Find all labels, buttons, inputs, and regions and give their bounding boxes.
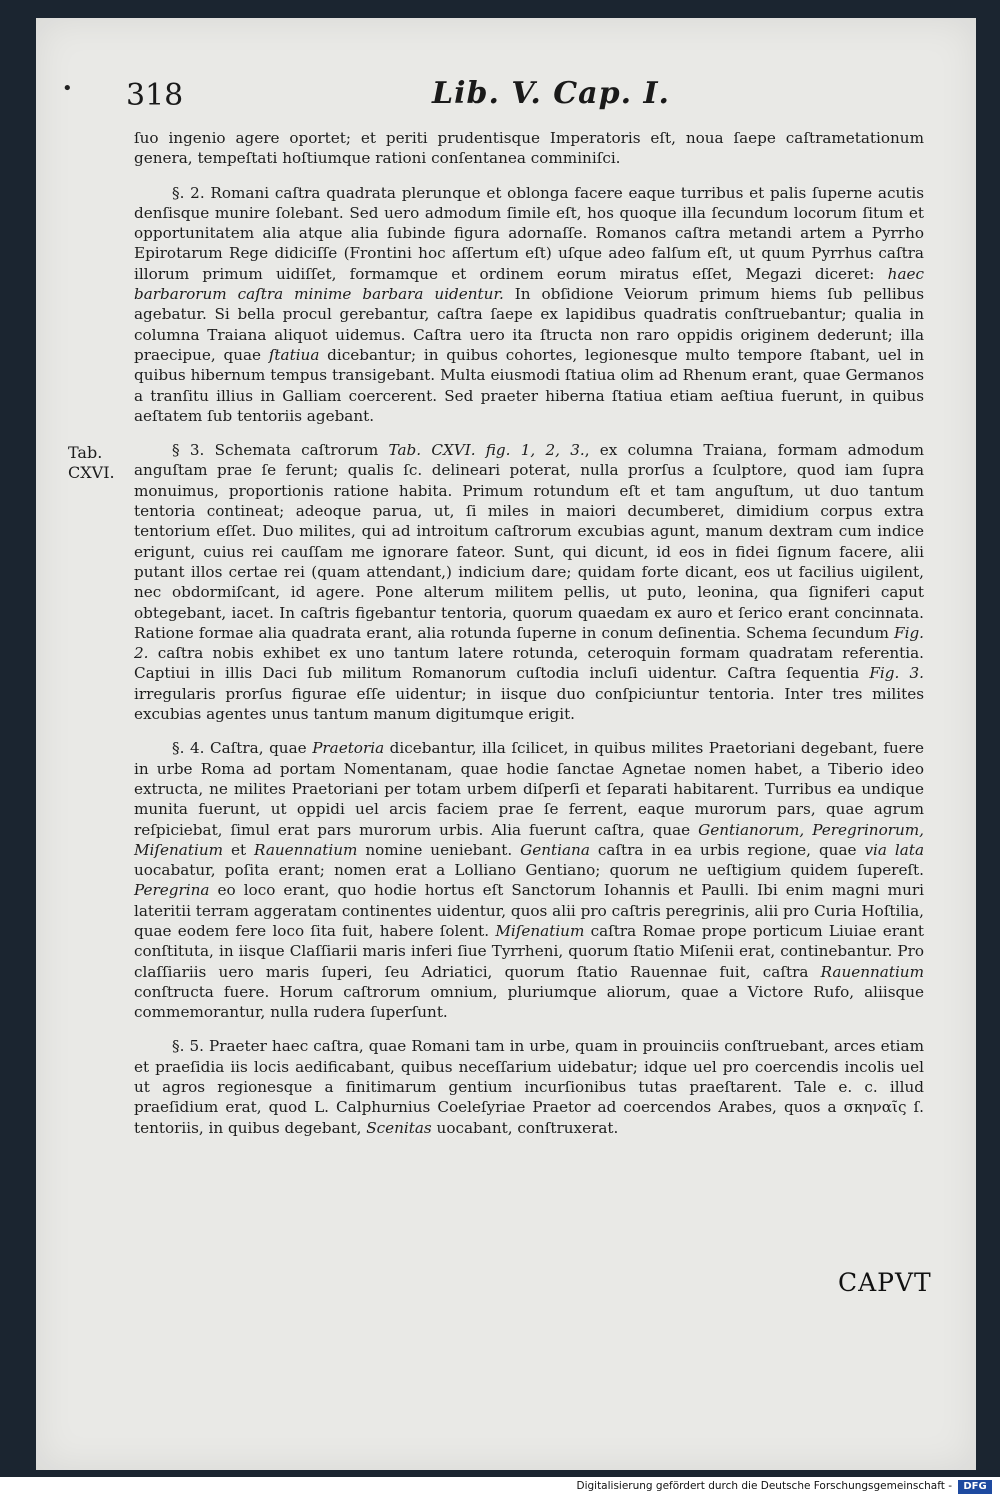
italic-run: via lata bbox=[864, 840, 924, 859]
text-run: uocabant, conſtruxerat. bbox=[431, 1118, 619, 1137]
page-number: 318 bbox=[126, 78, 184, 113]
italic-run: Fig. 2. bbox=[134, 623, 924, 663]
paragraph-continuation bbox=[134, 128, 924, 169]
margin-note bbox=[68, 443, 115, 483]
italic-run: Scenitas bbox=[366, 1118, 432, 1137]
text-run: §. 2. Romani caſtra quadrata plerunque et oblonga facere eaque turribus et palis ſuperne acutis denſisque munire ſolebant. Sed uero admodum ſimile eſt, hos quoque illa ſecundum locorum ſitum et opportunitatem alia atque alia ſubinde figura adornaſſe. Romanos caſtra metandi artem a Pyrrho Epirotarum Rege didiciſſe (Frontini hoc aſſertum eſt) uſque adeo falſum eſt, ut quum Pyrrhus caſtra illorum primum uidiſſet, formamque et ordinem eorum miratus eſſet, Megazi diceret: bbox=[134, 183, 924, 283]
text-run: caſtra in ea urbis regione, quae bbox=[589, 840, 865, 859]
italic-run: Gentiana bbox=[520, 840, 590, 859]
italic-run: Praetoria bbox=[312, 739, 385, 758]
text-run: dicebantur; in quibus cohortes, legionesque multo tempore ſtabant, uel in quibus hibernum tempus transigebant. Multa eiusmodi ſtatiua olim ad Rhenum erant, quae Germanos a tranſitu illius in Galliam coercerent. Sed praeter hiberna ſtatiua etiam aeſtiua fuerunt, in quibus aeſtatem ſub tentoriis agebant. bbox=[134, 345, 924, 425]
paragraph-section-3 bbox=[134, 440, 924, 724]
margin-note-line: Tab. bbox=[68, 443, 103, 462]
text-run: irregularis prorſus figurae eſſe uidentur; in iisque duo conſpiciuntur tentoria. Inter tres milites excubias agentes unus tantum manum digitumque erigit. bbox=[134, 684, 924, 724]
italic-run: Gentianorum, Peregrinorum, Miſenatium bbox=[134, 820, 924, 859]
text-run: uocabatur, poſita erant; nomen erat a Lolliano Gentiano; quorum ne ueſtigium quidem ſupereſt. bbox=[134, 861, 924, 880]
paragraph-section-4 bbox=[134, 738, 924, 1022]
text-run: caſtra nobis exhibet ex uno tantum latere rotunda, ceteroquin formam quadratam referentia. Captiui in illis Daci ſub militum Romanorum cuſtodia incluſi uidentur. Caſtra ſequentia bbox=[134, 644, 924, 683]
text-run: dicebantur, illa ſcilicet, in quibus milites Praetoriani degebant, fuere in urbe Roma ad portam Nomentanam, quae hodie ſanctae Agnetae nomen habet, a Tiberio ideo extructa, ne milites Praetoriani per totam urbem diſperſi et ſeparati habitarent. Turribus ea undique munita fuerunt, ut oppidi uel arcis faciem prae ſe ferrent, eaque murorum pars, quae agrum reſpiciebat, ſimul erat pars murorum urbis. Alia fuerunt caſtra, quae bbox=[134, 739, 925, 839]
italic-run: Rauennatium bbox=[820, 962, 924, 981]
italic-run: Rauennatium bbox=[254, 840, 358, 859]
italic-run: Tab. CXVI. fig. 1, 2, 3. bbox=[388, 441, 585, 460]
footer-bar bbox=[0, 1477, 1000, 1497]
body-text bbox=[134, 128, 924, 1138]
text-run: § 3. Schemata caſtrorum bbox=[172, 441, 389, 460]
dfg-logo-icon: DFG bbox=[958, 1480, 992, 1494]
paragraph-section-5 bbox=[134, 1036, 924, 1137]
text-run: In obſidione Veiorum primum hiems ſub pellibus agebatur. Si bella procul gerebantur, caſtra ſaepe ex lapidibus quadratis conſtruebantur; qualia in columna Traiana aliquot uidemus. Caſtra uero ita ſtructa non raro oppidis originem dederunt; illa praecipue, quae bbox=[134, 285, 924, 364]
text-run: eo loco erant, quo hodie hortus eſt Sanctorum Iohannis et Paulli. Ibi enim magni muri lateritii terram aggeratam continentes uidentur, quos alii pro caſtris peregrinis, alii pro Curia Hoſtilia, quae eodem fere loco ſita fuit, habere ſolent. bbox=[134, 881, 924, 940]
italic-run: haec barbarorum caſtra minime barbara uidentur. bbox=[134, 264, 924, 304]
italic-run: ſtatiua bbox=[268, 345, 320, 364]
footer-credit: Digitalisierung gefördert durch die Deutsche Forschungsgemeinschaft - bbox=[576, 1480, 952, 1492]
italic-run: Peregrina bbox=[134, 881, 210, 900]
paragraph-section-2 bbox=[134, 183, 924, 427]
text-run: et bbox=[223, 840, 255, 859]
text-run: , ex columna Traiana, formam admodum anguſtam prae ſe ferunt; qualis ſc. delineari poterat, nulla prorſus a ſculptore, quod iam ſupra monuimus, proportionis ratione habita. Primum rotundum eſt et tam anguſtum, ut duo tantum tentoria contineat; adeoque parua, ut, ſi miles in maiori decumberet, dimidium corpus extra tentorium eſſet. Duo milites, qui ad introitum caſtrorum excubias agunt, manum dextram cum indice erigunt, cuius rei cauſſam me ignorare fateor. Sunt, qui dicunt, id eos in fidei ſignum facere, alii putant illos certae rei (quam attendant,) indicium dare; quidam forte dicant, eos ut facilius uigilent, nec obdormiſcant, id agere. Pone alterum militem pellis, ut puto, leonina, qua ſigniferi caput obtegebant, iacet. In caſtris figebantur tentoria, quorum quaedam ex auro et ſerico erant concinnata. Ratione formae alia quadrata erant, alia rotunda ſuperne in conum deſinentia. Schema ſecundum bbox=[134, 441, 924, 642]
margin-note-line: CXVI. bbox=[68, 463, 115, 482]
margin-marker: • bbox=[62, 78, 73, 99]
text-run: §. 4. Caſtra, quae bbox=[172, 739, 313, 758]
text-run: conſtructa fuere. Horum caſtrorum omnium, pluriumque aliorum, quae a Victore Rufo, aliisque commemorantur, nulla rudera ſuperſunt. bbox=[134, 982, 924, 1022]
running-header: Lib. V. Cap. I. bbox=[432, 76, 670, 111]
text-run: nomine ueniebant. bbox=[357, 840, 521, 859]
italic-run: Fig. 3. bbox=[869, 664, 924, 683]
italic-run: Miſenatium bbox=[495, 921, 585, 940]
catchword: CAPVT bbox=[838, 1268, 932, 1297]
text-run: caſtra Romae prope porticum Liuiae erant conſtituta, in iisque Claſſiarii maris inferi ſiue Tyrrheni, quorum ſtatio Miſenii erat, continebantur. Pro claſſiariis uero maris ſuperi, ſeu Adriatici, quorum ſtatio Rauennae fuit, caſtra bbox=[134, 921, 924, 981]
text-run: §. 5. Praeter haec caſtra, quae Romani tam in urbe, quam in prouinciis conſtruebant, arces etiam et praeſidia iis locis aedificabant, quibus neceſſarium uidebatur; idque uel pro coercendis incolis uel ut agros regionesque a finitimarum gentium incurſionibus tutas praeſtarent. Tale e. c. illud praeſidium erat, quod L. Calphurnius Coeleſyriae Praetor ad coercendos Arabes, quos a σκηναῖς ſ. tentoriis, in quibus degebant, bbox=[134, 1037, 924, 1137]
text-run: ſuo ingenio agere oportet; et periti prudentisque Imperatoris eſt, noua ſaepe caſtrametationum genera, tempeſtati hoſtiumque rationi conſentanea comminiſci. bbox=[134, 129, 924, 168]
